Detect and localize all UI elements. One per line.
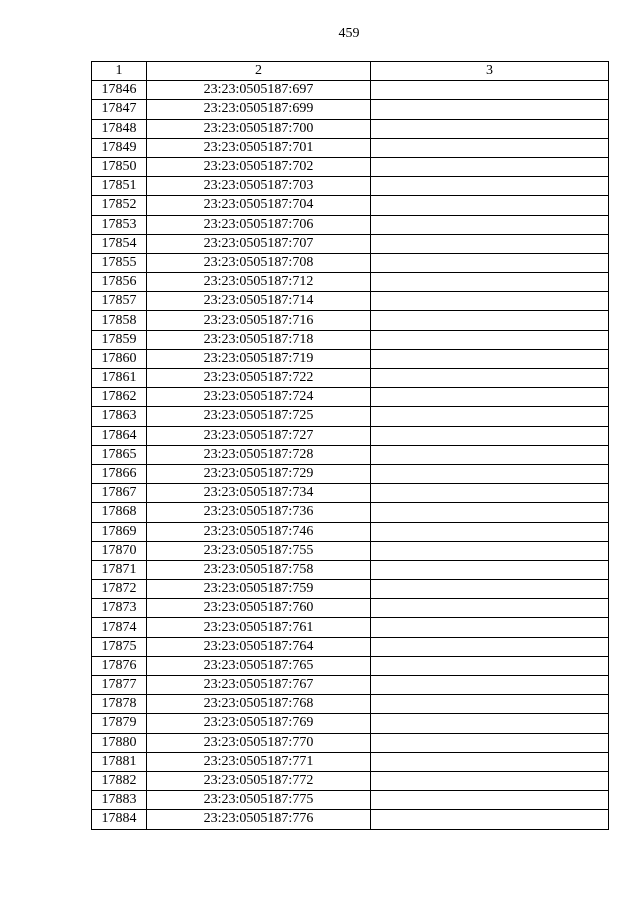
row-number-cell: 17883 — [92, 791, 147, 810]
note-cell — [371, 81, 609, 100]
row-number-cell: 17873 — [92, 599, 147, 618]
table-row — [92, 311, 609, 330]
note-cell — [371, 177, 609, 196]
table-row — [92, 791, 609, 810]
cadastral-number-cell: 23:23:0505187:699 — [147, 100, 371, 119]
row-number-cell: 17856 — [92, 273, 147, 292]
row-number-cell: 17854 — [92, 234, 147, 253]
header-cell-note: 3 — [371, 62, 609, 81]
note-cell — [371, 311, 609, 330]
table-row — [92, 771, 609, 790]
table-row — [92, 541, 609, 560]
table-row — [92, 273, 609, 292]
note-cell — [371, 676, 609, 695]
note-cell — [371, 714, 609, 733]
row-number-cell: 17859 — [92, 330, 147, 349]
cadastral-number-cell: 23:23:0505187:765 — [147, 656, 371, 675]
note-cell — [371, 253, 609, 272]
cadastral-number-cell: 23:23:0505187:708 — [147, 253, 371, 272]
header-row — [92, 62, 609, 81]
cadastral-number-cell: 23:23:0505187:771 — [147, 752, 371, 771]
row-number-cell: 17875 — [92, 637, 147, 656]
row-number-cell: 17851 — [92, 177, 147, 196]
cadastral-number-cell: 23:23:0505187:718 — [147, 330, 371, 349]
table-row — [92, 119, 609, 138]
cadastral-number-cell: 23:23:0505187:697 — [147, 81, 371, 100]
cadastral-number-cell: 23:23:0505187:772 — [147, 771, 371, 790]
note-cell — [371, 273, 609, 292]
note-cell — [371, 157, 609, 176]
table-row — [92, 522, 609, 541]
cadastral-number-cell: 23:23:0505187:775 — [147, 791, 371, 810]
table-row — [92, 177, 609, 196]
note-cell — [371, 541, 609, 560]
note-cell — [371, 407, 609, 426]
cadastral-number-cell: 23:23:0505187:736 — [147, 503, 371, 522]
row-number-cell: 17849 — [92, 138, 147, 157]
row-number-cell: 17850 — [92, 157, 147, 176]
table-row — [92, 733, 609, 752]
note-cell — [371, 388, 609, 407]
row-number-cell: 17872 — [92, 580, 147, 599]
table-row — [92, 215, 609, 234]
row-number-cell: 17878 — [92, 695, 147, 714]
note-cell — [371, 752, 609, 771]
table-row — [92, 695, 609, 714]
table-row — [92, 810, 609, 829]
page-number: 459 — [338, 26, 360, 41]
table-row — [92, 369, 609, 388]
note-cell — [371, 656, 609, 675]
cadastral-number-cell: 23:23:0505187:761 — [147, 618, 371, 637]
table-row — [92, 349, 609, 368]
note-cell — [371, 503, 609, 522]
cadastral-number-cell: 23:23:0505187:719 — [147, 349, 371, 368]
note-cell — [371, 560, 609, 579]
note-cell — [371, 196, 609, 215]
note-cell — [371, 234, 609, 253]
note-cell — [371, 426, 609, 445]
table-row — [92, 234, 609, 253]
row-number-cell: 17879 — [92, 714, 147, 733]
cadastral-number-cell: 23:23:0505187:729 — [147, 464, 371, 483]
row-number-cell: 17860 — [92, 349, 147, 368]
table-row — [92, 196, 609, 215]
note-cell — [371, 637, 609, 656]
row-number-cell: 17871 — [92, 560, 147, 579]
table-row — [92, 599, 609, 618]
cadastral-number-cell: 23:23:0505187:755 — [147, 541, 371, 560]
table-body — [92, 81, 609, 829]
table-row — [92, 138, 609, 157]
table-row — [92, 253, 609, 272]
table-header — [92, 62, 609, 81]
table-row — [92, 81, 609, 100]
note-cell — [371, 522, 609, 541]
cadastral-number-cell: 23:23:0505187:703 — [147, 177, 371, 196]
cadastral-number-cell: 23:23:0505187:746 — [147, 522, 371, 541]
row-number-cell: 17867 — [92, 484, 147, 503]
note-cell — [371, 100, 609, 119]
row-number-cell: 17868 — [92, 503, 147, 522]
row-number-cell: 17853 — [92, 215, 147, 234]
table-row — [92, 330, 609, 349]
note-cell — [371, 599, 609, 618]
note-cell — [371, 618, 609, 637]
note-cell — [371, 810, 609, 829]
cadastral-number-cell: 23:23:0505187:716 — [147, 311, 371, 330]
table-row — [92, 484, 609, 503]
note-cell — [371, 119, 609, 138]
table-row — [92, 157, 609, 176]
table-row — [92, 388, 609, 407]
row-number-cell: 17857 — [92, 292, 147, 311]
cadastral-number-cell: 23:23:0505187:759 — [147, 580, 371, 599]
row-number-cell: 17874 — [92, 618, 147, 637]
note-cell — [371, 580, 609, 599]
row-number-cell: 17884 — [92, 810, 147, 829]
header-cell-number: 1 — [92, 62, 147, 81]
row-number-cell: 17863 — [92, 407, 147, 426]
row-number-cell: 17865 — [92, 445, 147, 464]
cadastral-number-cell: 23:23:0505187:701 — [147, 138, 371, 157]
cadastral-number-cell: 23:23:0505187:700 — [147, 119, 371, 138]
row-number-cell: 17877 — [92, 676, 147, 695]
table-row — [92, 560, 609, 579]
note-cell — [371, 138, 609, 157]
row-number-cell: 17862 — [92, 388, 147, 407]
row-number-cell: 17848 — [92, 119, 147, 138]
cadastral-number-cell: 23:23:0505187:768 — [147, 695, 371, 714]
cadastral-number-cell: 23:23:0505187:758 — [147, 560, 371, 579]
cadastral-number-cell: 23:23:0505187:767 — [147, 676, 371, 695]
cadastral-number-cell: 23:23:0505187:725 — [147, 407, 371, 426]
note-cell — [371, 445, 609, 464]
note-cell — [371, 349, 609, 368]
table-row — [92, 464, 609, 483]
table-row — [92, 407, 609, 426]
note-cell — [371, 215, 609, 234]
cadastral-number-cell: 23:23:0505187:728 — [147, 445, 371, 464]
table-row — [92, 637, 609, 656]
cadastral-number-cell: 23:23:0505187:760 — [147, 599, 371, 618]
note-cell — [371, 464, 609, 483]
table-row — [92, 445, 609, 464]
cadastral-number-cell: 23:23:0505187:702 — [147, 157, 371, 176]
note-cell — [371, 292, 609, 311]
table-row — [92, 292, 609, 311]
note-cell — [371, 695, 609, 714]
cadastral-number-cell: 23:23:0505187:776 — [147, 810, 371, 829]
cadastral-number-cell: 23:23:0505187:704 — [147, 196, 371, 215]
cadastral-number-cell: 23:23:0505187:727 — [147, 426, 371, 445]
note-cell — [371, 369, 609, 388]
table-row — [92, 676, 609, 695]
table-row — [92, 580, 609, 599]
cadastral-number-cell: 23:23:0505187:707 — [147, 234, 371, 253]
register-table — [91, 61, 609, 830]
cadastral-number-cell: 23:23:0505187:770 — [147, 733, 371, 752]
table-row — [92, 752, 609, 771]
cadastral-number-cell: 23:23:0505187:714 — [147, 292, 371, 311]
cadastral-number-cell: 23:23:0505187:722 — [147, 369, 371, 388]
row-number-cell: 17864 — [92, 426, 147, 445]
row-number-cell: 17858 — [92, 311, 147, 330]
cadastral-number-cell: 23:23:0505187:769 — [147, 714, 371, 733]
cadastral-number-cell: 23:23:0505187:706 — [147, 215, 371, 234]
table-row — [92, 618, 609, 637]
row-number-cell: 17881 — [92, 752, 147, 771]
row-number-cell: 17861 — [92, 369, 147, 388]
table-row — [92, 714, 609, 733]
row-number-cell: 17846 — [92, 81, 147, 100]
row-number-cell: 17852 — [92, 196, 147, 215]
cadastral-number-cell: 23:23:0505187:764 — [147, 637, 371, 656]
row-number-cell: 17870 — [92, 541, 147, 560]
row-number-cell: 17882 — [92, 771, 147, 790]
cadastral-number-cell: 23:23:0505187:734 — [147, 484, 371, 503]
cadastral-number-cell: 23:23:0505187:724 — [147, 388, 371, 407]
row-number-cell: 17855 — [92, 253, 147, 272]
table-row — [92, 426, 609, 445]
row-number-cell: 17876 — [92, 656, 147, 675]
note-cell — [371, 791, 609, 810]
note-cell — [371, 330, 609, 349]
note-cell — [371, 771, 609, 790]
row-number-cell: 17880 — [92, 733, 147, 752]
header-cell-code: 2 — [147, 62, 371, 81]
table-row — [92, 656, 609, 675]
note-cell — [371, 484, 609, 503]
table-row — [92, 100, 609, 119]
row-number-cell: 17866 — [92, 464, 147, 483]
cadastral-number-cell: 23:23:0505187:712 — [147, 273, 371, 292]
row-number-cell: 17847 — [92, 100, 147, 119]
row-number-cell: 17869 — [92, 522, 147, 541]
table-row — [92, 503, 609, 522]
note-cell — [371, 733, 609, 752]
